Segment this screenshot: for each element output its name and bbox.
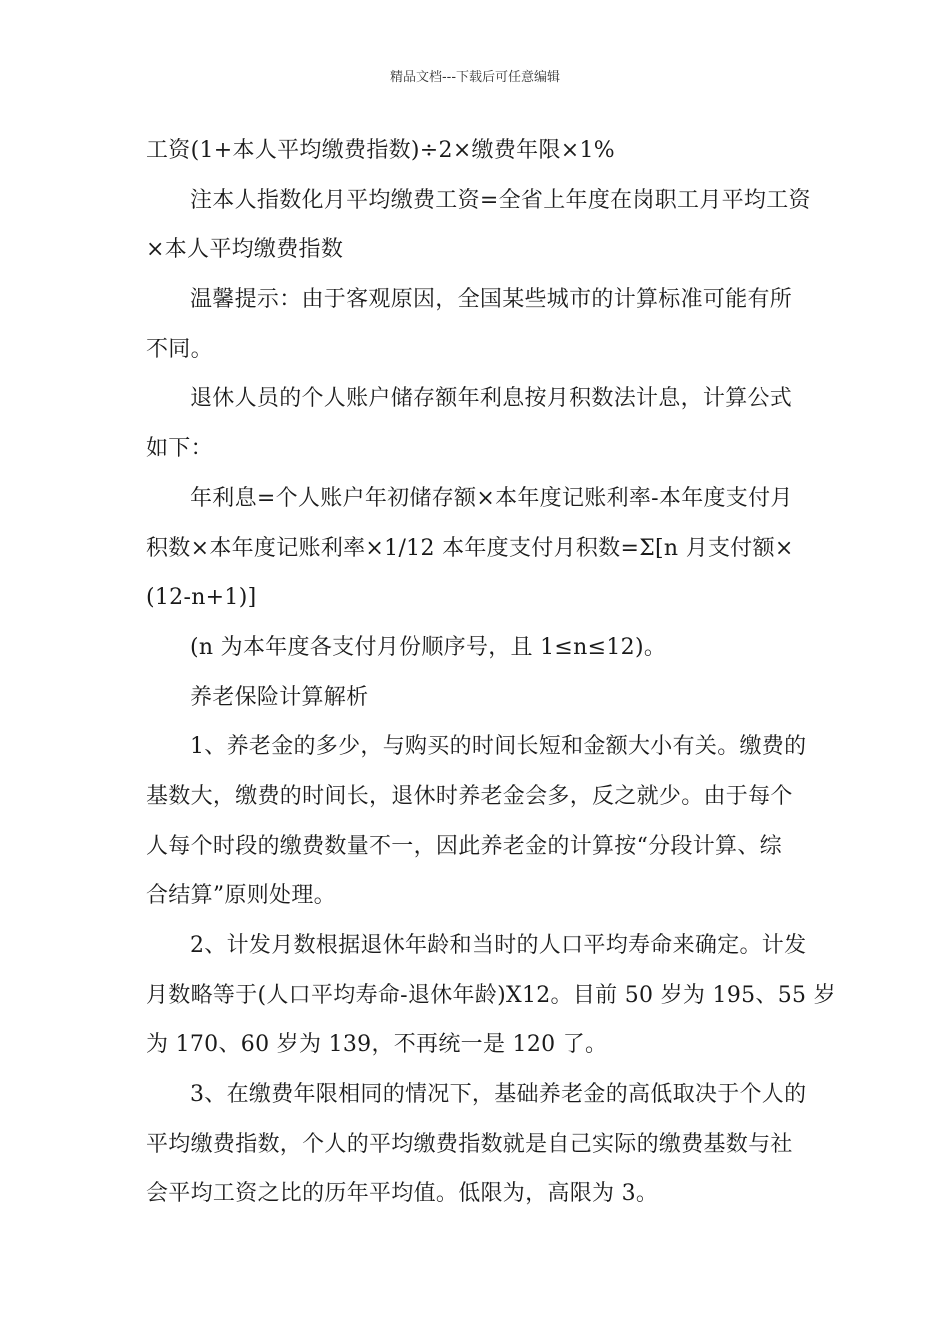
text-line: (n 为本年度各支付月份顺序号，且 1≤n≤12)。 <box>190 634 667 660</box>
text-line: 退休人员的个人账户储存额年利息按月积数法计息，计算公式 <box>190 386 793 412</box>
text-line: ×本人平均缴费指数 <box>146 237 344 263</box>
section-heading: 养老保险计算解析 <box>190 684 369 710</box>
text-line: 平均缴费指数，个人的平均缴费指数就是自己实际的缴费基数与社 <box>146 1131 793 1157</box>
text-line: 注本人指数化月平均缴费工资=全省上年度在岗职工月平均工资 <box>190 187 811 213</box>
text-line: 如下： <box>146 436 213 462</box>
page-header: 精品文档---下载后可任意编辑 <box>389 70 561 85</box>
text-line: 工资(1+本人平均缴费指数)÷2×缴费年限×1% <box>146 138 615 163</box>
text-line: 合结算”原则处理。 <box>146 883 336 909</box>
text-line: 会平均工资之比的历年平均值。低限为，高限为 3。 <box>146 1181 659 1207</box>
text-line: 温馨提示：由于客观原因，全国某些城市的计算标准可能有所 <box>190 287 793 313</box>
text-line: 不同。 <box>146 336 213 362</box>
text-line: 1、养老金的多少，与购买的时间长短和金额大小有关。缴费的 <box>190 734 807 760</box>
text-line: 积数×本年度记账利率×1/12 本年度支付月积数=Σ[n 月支付额× <box>146 535 794 561</box>
text-line: 年利息=个人账户年初储存额×本年度记账利率-本年度支付月 <box>190 485 793 511</box>
text-line: 基数大，缴费的时间长，退休时养老金会多，反之就少。由于每个 <box>146 783 793 809</box>
text-line: 3、在缴费年限相同的情况下，基础养老金的高低取决于个人的 <box>190 1082 807 1108</box>
document-body <box>146 126 836 1219</box>
text-line: (12-n+1)] <box>146 585 257 611</box>
text-line: 人每个时段的缴费数量不一，因此养老金的计算按“分段计算、综 <box>146 833 782 859</box>
text-line: 月数略等于(人口平均寿命-退休年龄)X12。目前 50 岁为 195、55 岁 <box>146 982 836 1008</box>
text-line: 为 170、60 岁为 139，不再统一是 120 了。 <box>146 1032 608 1058</box>
text-line: 2、计发月数根据退休年龄和当时的人口平均寿命来确定。计发 <box>190 933 807 958</box>
